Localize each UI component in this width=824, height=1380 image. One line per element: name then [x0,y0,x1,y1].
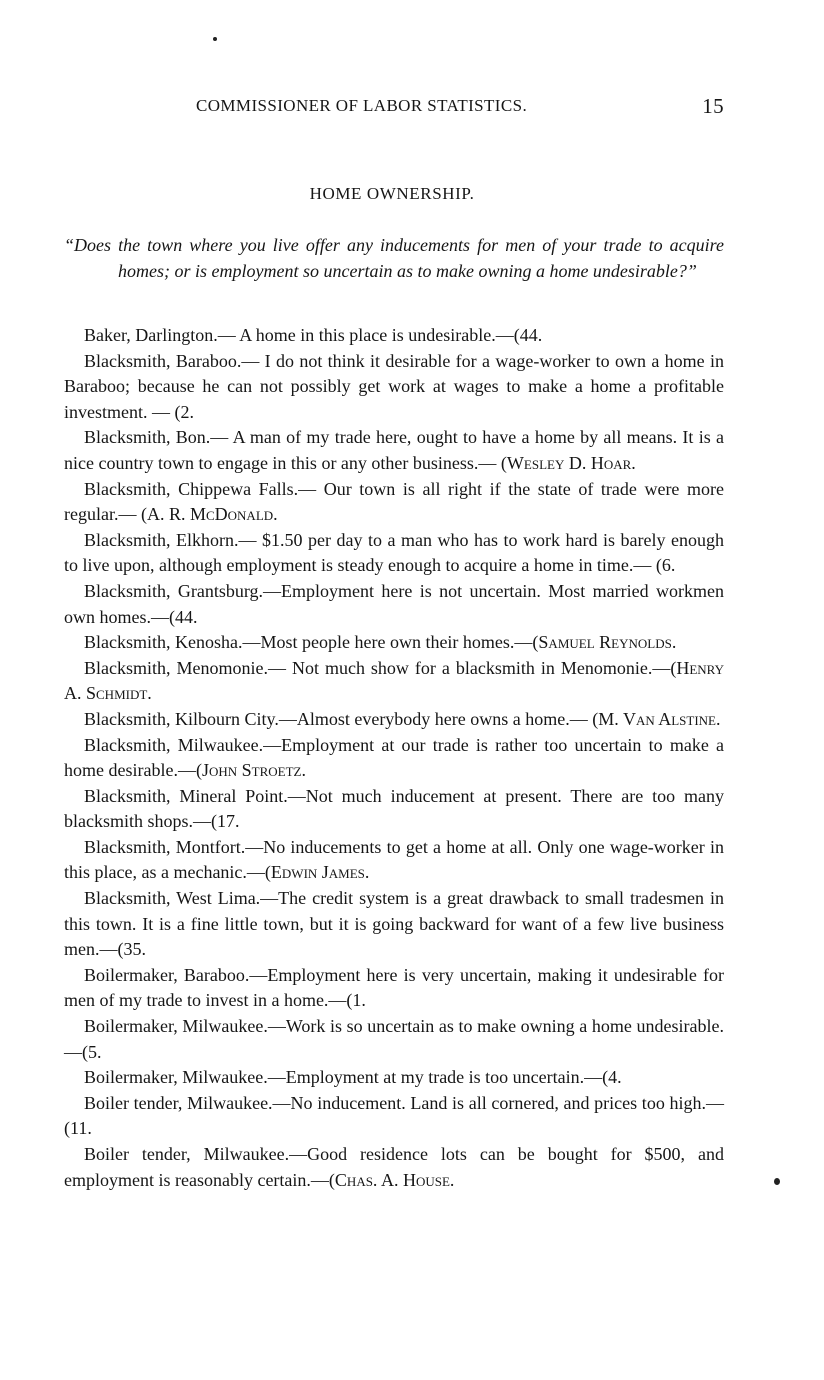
respondent-name: Chas. A. House. [334,1169,455,1190]
response-text: Blacksmith, Elkhorn.— $1.50 per day to a man who has to work hard is barely enough to live upon, although employment is steady enough to acquire a home in time.— (6. [64,529,724,576]
response-text: Blacksmith, Montfort.—No inducements to get a home at all. Only one wage-worker in this place, as a mechanic.—( [64,836,724,883]
response-text: Boilermaker, Milwaukee.—Work is so uncertain as to make owning a home undesirable.—(5. [64,1016,724,1062]
response-text: Blacksmith, Baraboo.— I do not think it desirable for a wage-worker to own a home in Baraboo; because he can not possibly get work at wages to make a home a profitable investment. — (2. [64,350,724,422]
response-text: Boiler tender, Milwaukee.—Good residence lots can be bought for $500, and employment is reasonably certain.—( [64,1144,724,1190]
response-entry [64,323,724,349]
respondent-name: Henry A. Schmidt. [64,657,724,704]
response-text: Blacksmith, Grantsburg.—Employment here is not uncertain. Most married workmen own homes.—(44. [64,580,724,627]
response-text: Blacksmith, Menomonie.— Not much show for a blacksmith in Menomonie.—( [84,657,677,678]
speck-top [213,37,217,41]
response-text: Boilermaker, Baraboo.—Employment here is very uncertain, making it undesirable for men of my trade to invest in a home.—(1. [64,964,724,1011]
response-text: Blacksmith, Bon.— A man of my trade here, ought to have a home by all means. It is a nice country town to engage in this or any other business.— ( [64,427,724,473]
respondent-name: Wesley D. Hoar. [506,452,636,473]
response-entry [64,349,724,426]
respondent-name: A. R. McDonald. [146,504,278,525]
response-entry [64,784,724,835]
response-text: Blacksmith, Kenosha.—Most people here own their homes.—( [84,632,539,653]
response-entry [64,528,724,579]
page-number: 15 [702,94,724,118]
response-entry [64,886,724,963]
response-entry [64,630,724,656]
response-entry [64,1142,724,1193]
respondent-name: John Stroetz. [201,760,306,781]
response-entry [64,707,724,733]
response-entry [64,656,724,707]
response-entry [64,963,724,1014]
response-text: Boiler tender, Milwaukee.—No inducement. Land is all cornered, and prices too high.—(11. [64,1092,724,1139]
response-entry [64,425,724,476]
response-entry [64,1065,724,1091]
section-heading: HOME OWNERSHIP. [309,184,475,203]
respondent-name: Samuel Reynolds. [538,632,677,653]
responses-list [64,323,724,1193]
response-entry [64,1091,724,1142]
running-title: COMMISSIONER OF LABOR STATISTICS. [196,96,528,115]
response-entry [64,733,724,784]
response-text: Blacksmith, Mineral Point.—Not much inducement at present. There are too many blacksmith shops.—(17. [64,785,724,832]
speck-right [774,1178,780,1185]
running-head [196,96,724,122]
response-text: Blacksmith, Chippewa Falls.— Our town is all right if the state of trade were more regular.— ( [64,478,724,525]
respondent-name: M. Van Alstine. [598,708,721,729]
response-text: Boilermaker, Milwaukee.—Employment at my trade is too uncertain.—(4. [84,1067,622,1088]
response-text: Blacksmith, Milwaukee.—Employment at our trade is rather too uncertain to make a home desirable.—( [64,734,724,781]
survey-question: “Does the town where you live offer any inducements for men of your trade to acquire homes; or is employment so uncertain as to make owning a home undesirable?” [64,235,724,281]
respondent-name: Edwin James. [270,862,370,883]
response-text: Blacksmith, West Lima.—The credit system is a great drawback to small tradesmen in this town. It is a fine little town, but it is going backward for want of a few live business men.—(35. [64,888,724,960]
response-entry [64,1014,724,1065]
response-text: Baker, Darlington.— A home in this place is undesirable.—(44. [84,325,543,345]
response-text: Blacksmith, Kilbourn City.—Almost everybody here owns a home.— ( [84,708,599,729]
response-entry [64,579,724,630]
response-entry [64,477,724,528]
response-entry [64,835,724,886]
